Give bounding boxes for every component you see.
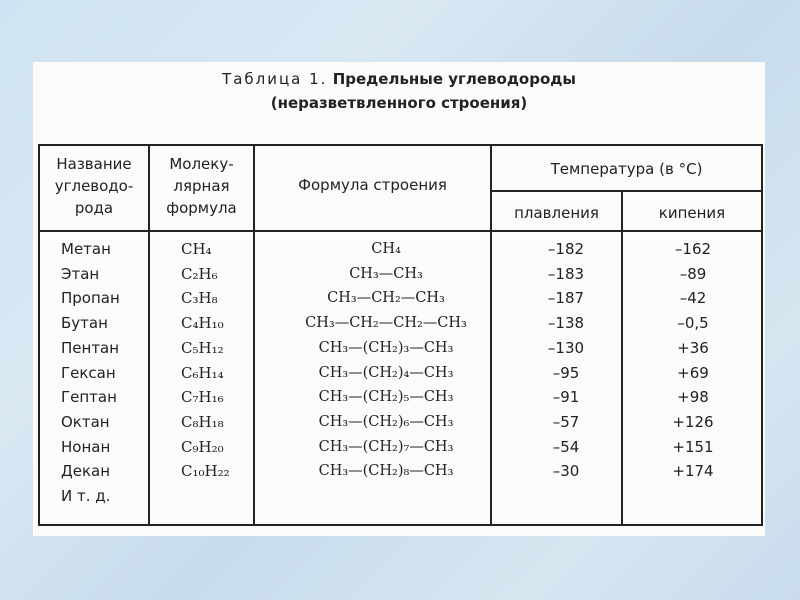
row-boiling-point: +69: [677, 363, 709, 382]
col-divider-2: [253, 144, 255, 526]
row-structural-formula: CH₃—(CH₂)₆—CH₃: [318, 413, 454, 430]
temp-subheader-divider: [490, 190, 763, 192]
row-boiling-point: +98: [677, 388, 709, 407]
row-molecular-formula: C₂H₆: [181, 264, 218, 283]
row-name: Метан: [61, 240, 111, 258]
row-name: Нонан: [61, 437, 111, 456]
row-boiling-point: +151: [672, 437, 714, 456]
row-boiling-point: –0,5: [677, 314, 709, 333]
row-melting-point: –138: [547, 314, 585, 333]
hydrocarbon-table: [38, 144, 763, 526]
header-name-line1: Название: [56, 155, 132, 173]
row-name: Гептан: [61, 388, 117, 407]
row-boiling-point: [658, 484, 728, 509]
row-molecular-formula: C₉H₂₀: [181, 437, 224, 456]
row-name: Гексан: [61, 363, 116, 382]
row-melting-point: –54: [552, 437, 580, 456]
row-structural-formula: CH₃—CH₂—CH₂—CH₃: [305, 315, 467, 332]
row-molecular-formula: C₃H₈: [181, 289, 218, 308]
row-melting-point: –57: [552, 412, 580, 431]
header-molecular-line1: Молеку-: [169, 155, 234, 173]
row-melting-point: [526, 484, 606, 509]
row-molecular-formula: C₈H₁₈: [181, 412, 224, 431]
row-molecular-formula: C₁₀H₂₂: [181, 462, 230, 481]
row-boiling-point: +36: [677, 338, 709, 357]
row-name: Октан: [61, 412, 110, 431]
row-name: Пентан: [61, 338, 120, 357]
row-structural-formula: CH₃—(CH₂)₈—CH₃: [318, 463, 454, 480]
table-title-line1: Предельные углеводороды: [332, 70, 576, 88]
row-melting-point: –95: [552, 363, 580, 382]
row-structural-formula: CH₃—CH₂—CH₃: [327, 290, 445, 307]
row-structural-formula: CH₃—(CH₂)₄—CH₃: [318, 364, 454, 381]
row-name: Бутан: [61, 314, 108, 333]
row-name: Декан: [61, 462, 111, 481]
row-molecular-formula: CH₄: [181, 240, 212, 258]
header-name: [40, 153, 148, 219]
row-molecular-formula: C₄H₁₀: [181, 314, 224, 333]
row-molecular-formula: C₆H₁₄: [181, 363, 224, 382]
header-melting: плавления: [514, 204, 599, 222]
table-title-prefix: Таблица 1.: [222, 70, 328, 88]
row-name: И т. д.: [61, 487, 111, 505]
row-melting-point: –130: [547, 338, 585, 357]
table-border-bottom: [38, 524, 763, 526]
row-boiling-point: +174: [672, 462, 714, 481]
header-boiling: кипения: [658, 204, 726, 222]
row-melting-point: –187: [547, 289, 585, 308]
row-structural-formula: CH₃—(CH₂)₇—CH₃: [318, 438, 454, 455]
row-molecular-formula: C₇H₁₆: [181, 388, 224, 407]
header-temperature: Температура (в °C): [550, 160, 703, 178]
row-structural-formula: [266, 484, 506, 509]
header-structure: Формула строения: [298, 176, 447, 194]
row-melting-point: –183: [547, 264, 585, 283]
table-title: [33, 70, 765, 88]
header-molecular-line3: формула: [166, 199, 237, 217]
row-structural-formula: CH₃—(CH₂)₃—CH₃: [318, 339, 454, 356]
row-structural-formula: CH₄: [371, 241, 401, 257]
row-melting-point: –30: [552, 462, 580, 481]
row-boiling-point: +126: [672, 412, 714, 431]
document-page: [33, 62, 765, 536]
table-border-right: [761, 144, 763, 526]
header-divider: [38, 230, 763, 232]
row-structural-formula: CH₃—(CH₂)₅—CH₃: [318, 389, 454, 406]
row-structural-formula: CH₃—CH₃: [349, 265, 423, 282]
header-name-line2: углеводо-: [54, 177, 134, 195]
row-melting-point: –91: [552, 388, 580, 407]
row-molecular-formula: C₅H₁₂: [181, 338, 224, 357]
table-subtitle: (неразветвленного строения): [270, 94, 528, 112]
row-name: Пропан: [61, 289, 120, 308]
row-boiling-point: –162: [674, 240, 712, 258]
row-melting-point: –182: [547, 240, 585, 258]
row-name: Этан: [61, 264, 100, 283]
table-border-top: [38, 144, 763, 146]
col-divider-4: [621, 190, 623, 526]
header-molecular-line2: лярная: [173, 177, 230, 195]
row-boiling-point: –42: [679, 289, 707, 308]
row-boiling-point: –89: [679, 264, 707, 283]
header-name-line3: рода: [74, 199, 114, 217]
header-molecular: [150, 153, 253, 219]
